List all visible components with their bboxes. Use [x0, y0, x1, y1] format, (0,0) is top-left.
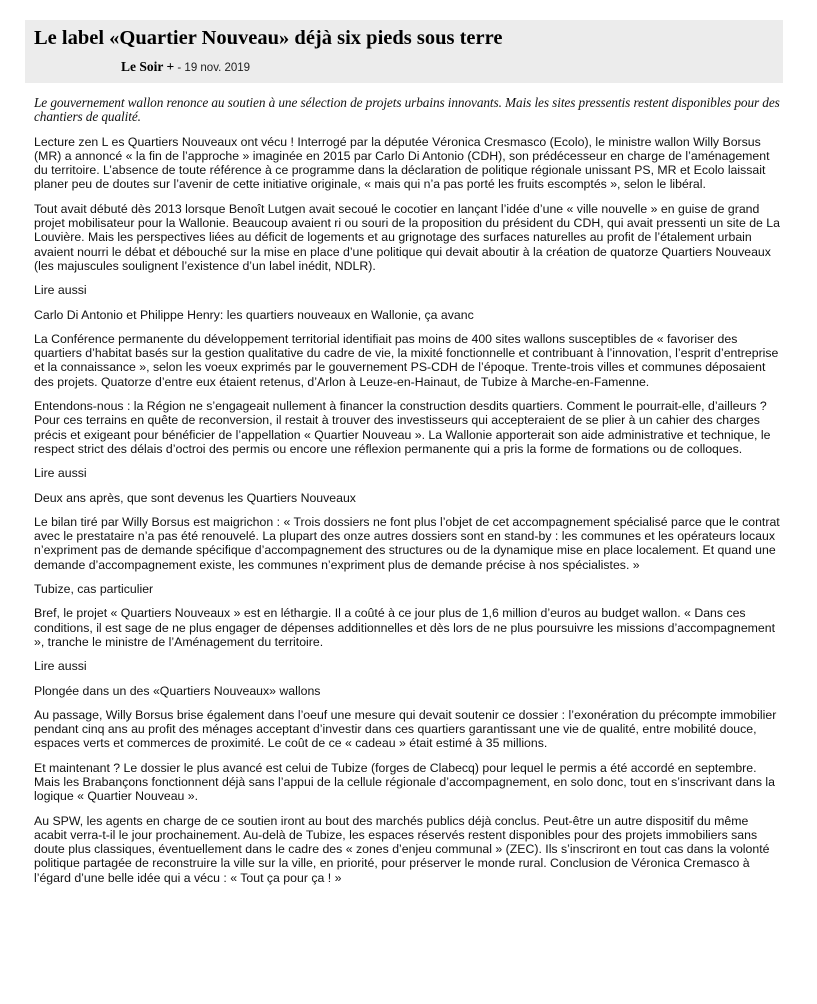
paragraph: La Conférence permanente du développement territorial identifiait pas moins de 400 sites wallons susceptibles de « favoriser des quartiers d’habitat basés sur la gestion qualitative du cadre de vie, la mixité fonctionnelle et contribuant à l’innovation, l’esprit d’entreprise et la connaissance », selon les voeux exprimés par le gouvernement PS-CDH de l’époque. Trente-trois villes et communes déposaient des projets. Quatorze d’entre eux étaient retenus, d’Arlon à Leuze-en-Hainaut, de Tubize à Marche-en-Famenne. [34, 331, 779, 389]
source-name: Le Soir + [121, 59, 175, 74]
related-article-link[interactable]: Carlo Di Antonio et Philippe Henry: les quartiers nouveaux en Wallonie, ça avanc [34, 307, 474, 322]
related-article-link[interactable]: Plongée dans un des «Quartiers Nouveaux» wallons [34, 683, 321, 698]
paragraph: Au passage, Willy Borsus brise également dans l’oeuf une mesure qui devait soutenir ce dossier : l’exonération du précompte immobilier pendant cinq ans au profit des ménages acceptant d’investir dans ces quartiers garantissant une vie de qualité, entre mobilité douce, espaces verts et commerces de proximité. Le coût de ce « cadeau » était estimé à 35 millions. [34, 707, 777, 751]
read-also-label: Lire aussi [34, 659, 87, 674]
section-subheading: Tubize, cas particulier [34, 582, 154, 597]
article-body [34, 96, 784, 895]
byline [121, 59, 250, 76]
read-also-label: Lire aussi [34, 466, 87, 481]
paragraph: Tout avait débuté dès 2013 lorsque Benoît Lutgen avait secoué le cocotier en lançant l’idée d’une « ville nouvelle » en guise de grand projet mobilisateur pour la Wallonie. Beaucoup avaient ri ou souri de la proposition du président du CDH, qui avait pressenti un site de La Louvière. Mais les perspectives liées au déficit de logements et au grignotage des surfaces naturelles au profit de l’étalement urbain avaient nourri le débat et débouché sur la mise en place d’une politique qui devait aboutir à la création de quatorze Quartiers Nouveaux (les majuscules soulignent l’existence d’un label inédit, NDLR). [34, 201, 780, 273]
related-article-link[interactable]: Deux ans après, que sont devenus les Quartiers Nouveaux [34, 490, 356, 505]
paragraph: Le bilan tiré par Willy Borsus est maigrichon : « Trois dossiers ne font plus l’objet de cet accompagnement spécialisé parce que le contrat avec le prestataire n’a pas été renouvelé. La plupart des onze autres dossiers sont en stand-by : les communes et les opérateurs locaux n’expriment pas de demande spécifique d’accompagnement des structures ou de la dynamique mise en place localement. Et quand une demande d’accompagnement existe, les communes n’expriment plus de demande précise à nos spécialistes. » [34, 514, 780, 572]
paragraph: Entendons-nous : la Région ne s’engageait nullement à financer la construction desdits quartiers. Comment le pourrait-elle, d’ailleurs ? Pour ces terrains en quête de reconversion, il restait à trouver des investisseurs qui accepteraient de se plier à un cahier des charges précis et exigeant pour bénéficier de l’appellation « Quartier Nouveau ». La Wallonie apporterait son aide administrative et technique, le respect strict des délais d’octroi des permis ou encore une réflexion permanente qui a pris la forme de formations ou de colloques. [34, 399, 771, 456]
paragraph: Au SPW, les agents en charge de ce soutien iront au bout des marchés publics déjà conclus. Peut-être un autre dispositif du même acabit verra-t-il le jour prochainement. Au-delà de Tubize, les espaces réservés restent disponibles pour des projets immobiliers sans doute plus classiques, éventuellement dans le cadre des « zones d’enjeu communal » (ZEC). Ils s’inscriront en tout cas dans la volonté politique partagée de reconstruire la ville sur la ville, en priorité, pour préserver le monde rural. Conclusion de Véronica Cremasco à l’égard d’une belle idée qui a vécu : « Tout ça pour ça ! » [34, 813, 770, 885]
publication-date: - 19 nov. 2019 [174, 62, 251, 74]
read-also-label: Lire aussi [34, 283, 87, 298]
paragraph: Lecture zen L es Quartiers Nouveaux ont vécu ! Interrogé par la députée Véronica Cresmasco (Ecolo), le ministre wallon Willy Borsus (MR) a annoncé « la fin de l’approche » imaginée en 2015 par Carlo Di Antonio (CDH), son prédécesseur en charge de l’aménagement du territoire. L’absence de toute référence à ce programme dans la déclaration de politique régionale unissant PS, MR et Ecolo laissait planer peu de doutes sur l’avenir de cette initiative originale, « mais qui n’a pas porté les fruits escomptés », selon le libéral. [34, 134, 770, 192]
article-lead: Le gouvernement wallon renonce au soutien à une sélection de projets urbains innovants. Mais les sites pressentis restent disponibles pour des chantiers de qualité. [34, 95, 780, 125]
paragraph: Bref, le projet « Quartiers Nouveaux » est en léthargie. Il a coûté à ce jour plus de 1,6 million d’euros au budget wallon. « Dans ces conditions, il est sage de ne plus engager de dépenses additionnelles et dès lors de ne plus poursuivre les missions d’accompagnement », tranche le ministre de l’Aménagement du territoire. [34, 606, 776, 649]
article-header [25, 20, 783, 83]
paragraph: Et maintenant ? Le dossier le plus avancé est celui de Tubize (forges de Clabecq) pour lequel le permis a été accordé en septembre. Mais les Brabançons fonctionnent déjà sans l’appui de la cellule régionale d’accompagnement, en solo donc, tout en s’inscrivant dans la logique « Quartier Nouveau ». [34, 760, 776, 804]
article-title: Le label «Quartier Nouveau» déjà six pieds sous terre [34, 27, 503, 49]
